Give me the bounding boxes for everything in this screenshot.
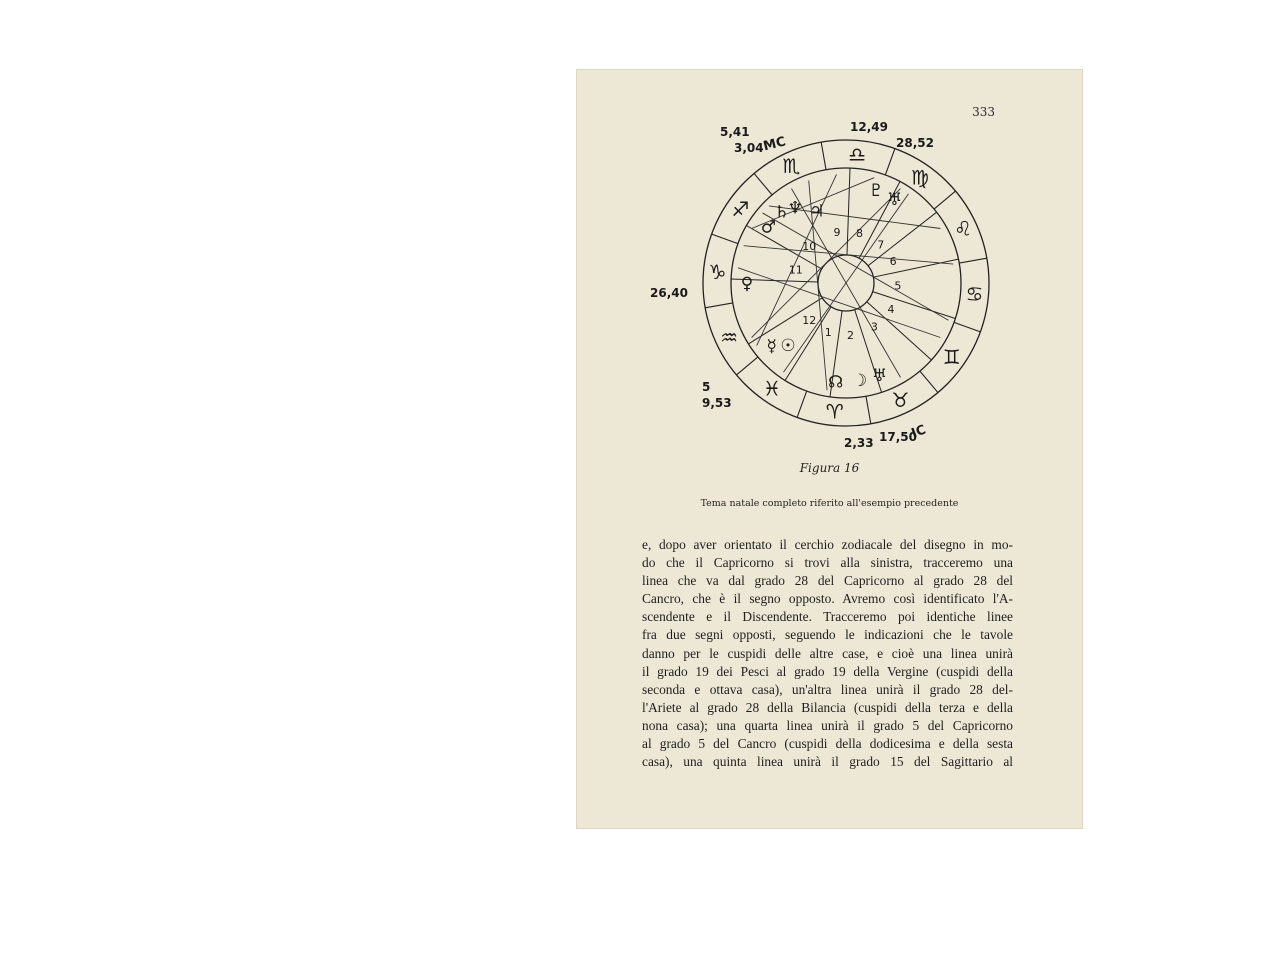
pisces-sign-icon: ♓ [763,376,781,401]
degree-label-3-04: 3,04 [734,141,764,155]
zodiac-divider-7 [866,396,871,424]
jupiter-icon: ♃ [809,201,825,222]
degree-label-12-49: 12,49 [850,120,888,134]
house-number-7: 7 [877,238,885,252]
capricorn-sign-icon: ♑ [708,259,727,284]
uranus-icon: ♅ [871,366,888,387]
house-number-8: 8 [855,226,863,240]
degree-label-2-33: 2,33 [844,436,874,450]
taurus-sign-icon: ♉ [891,387,910,412]
degree-label-9-53: 9,53 [702,396,732,410]
saturn-icon: ♄ [774,202,790,223]
house-cusp-line-4 [873,259,958,277]
body-line: nona casa); una quarta linea unirà il grado 5 del Capricorno [642,717,1013,733]
zodiac-divider-8 [797,391,807,417]
scorpio-sign-icon: ♏ [782,154,801,179]
body-line: l'Ariete al grado 28 della Bilancia (cuspidi della terza e della [642,699,1013,715]
house-number-4: 4 [887,303,895,316]
sun-icon: ☉ [780,336,796,357]
zodiac-divider-3 [934,191,955,209]
body-line: fra due segni opposti, seguendo le indicazioni che le tavole [642,627,1013,643]
mercury-icon: ☿ [766,336,777,357]
leo-sign-icon: ♌ [953,216,972,241]
mars-icon: ♂ [760,217,776,238]
house-number-2: 2 [847,328,855,342]
house-number-3: 3 [870,320,878,334]
body-line: scendente e il Discendente. Tracceremo poi identiche linee [642,609,1013,625]
aspect-line-7 [783,194,908,373]
gemini-sign-icon: ♊ [942,344,961,369]
virgo-sign-icon: ♍ [911,165,929,190]
sagittarius-sign-icon: ♐ [731,197,750,222]
zodiac-divider-6 [920,371,938,392]
body-line: do che il Capricorno si trovi alla sinistra, tracceremo una [642,555,1013,571]
pluto-icon: ♇ [868,180,884,201]
libra-sign-icon: ♎ [848,142,867,167]
body-line: casa), una quinta linea unirà il grado 15 del Sagittario al [642,754,1013,770]
house-number-9: 9 [833,225,841,239]
zodiac-divider-9 [736,357,757,375]
body-text [642,536,1013,771]
figure-label: Figura 16 [799,461,860,475]
ic-label: IC [909,422,929,442]
body-line: seconda e ottava casa), un'altra linea unirà il grado 28 del- [642,681,1013,697]
zodiac-divider-1 [821,142,826,170]
zodiac-divider-2 [885,149,895,175]
uranus-upper-icon: ♅ [886,189,903,210]
house-number-12: 12 [802,313,817,327]
house-number-11: 11 [788,263,803,277]
node-icon: ☊ [828,372,844,393]
natal-chart [640,117,1016,469]
zodiac-divider-4 [959,258,987,263]
aries-sign-icon: ♈ [825,399,844,424]
book-page [576,69,1083,829]
degree-label-5: 5 [702,380,711,394]
mc-label: MC [761,134,788,155]
body-line: Cancro, che è il segno opposto. Avremo così identificato l'A- [642,591,1013,607]
zodiac-divider-11 [712,234,738,244]
zodiac-divider-5 [954,322,980,332]
aspect-line-5 [738,268,940,338]
house-number-6: 6 [889,255,897,269]
body-line: al grado 5 del Cancro (cuspidi della dodicesima e della sesta [642,736,1013,752]
neptune-icon: ♆ [787,198,803,219]
figure-caption: Tema natale completo riferito all'esempio precedente [700,498,959,509]
zodiac-divider-12 [754,173,772,194]
aspect-line-4 [744,246,954,264]
moon-icon: ☽ [852,371,868,392]
body-line: il grado 19 dei Pesci al grado 19 della Vergine (cuspidi della [642,663,1013,679]
body-line: linea che va dal grado 28 del Capricorno al grado 28 del [642,573,1013,589]
cancer-sign-icon: ♋ [965,282,984,307]
body-line: e, dopo aver orientato il cerchio zodiacale del disegno in mo- [642,537,1013,552]
aquarius-sign-icon: ♒ [720,325,739,350]
degree-label-17-50: 17,50 [879,430,917,444]
house-number-10: 10 [802,240,817,254]
degree-label-28-52: 28,52 [896,136,934,150]
house-number-1: 1 [824,325,832,339]
house-number-5: 5 [894,279,902,293]
page-number: 333 [972,105,995,119]
zodiac-divider-10 [705,303,733,308]
body-line: danno per le cuspidi delle altre case, e cioè una linea unirà [642,645,1013,661]
degree-label-26-40: 26,40 [650,286,688,300]
venus-icon: ♀ [740,274,754,294]
degree-label-5-41: 5,41 [720,125,750,139]
house-cusp-line-5 [873,292,956,319]
